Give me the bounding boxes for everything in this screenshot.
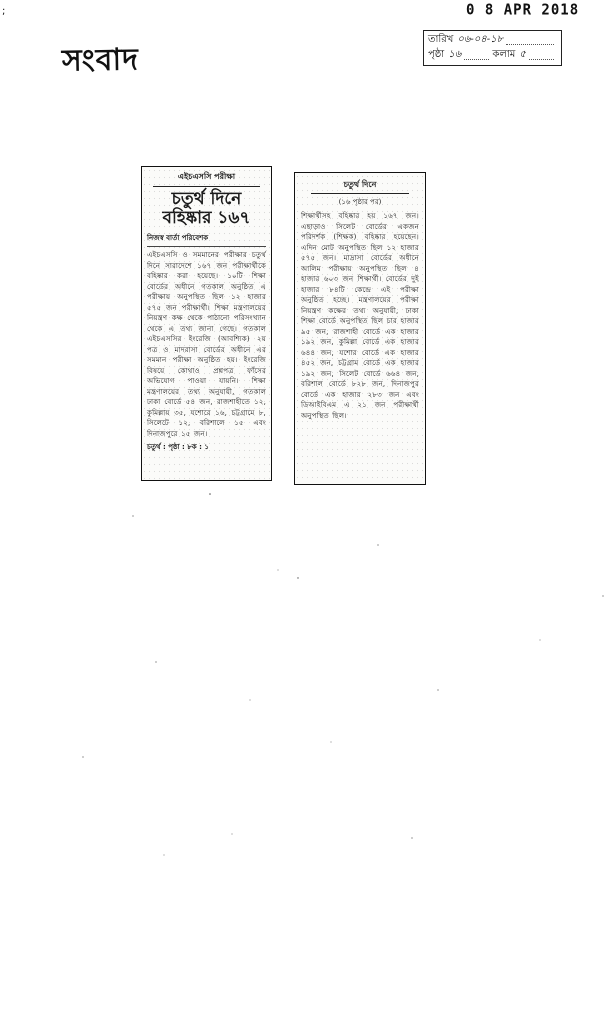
corner-mark: ;	[2, 6, 6, 17]
ref-dotted-line	[464, 51, 489, 60]
continuation-clipping	[294, 172, 426, 485]
newspaper-masthead: সংবাদ	[61, 42, 140, 79]
ref-column-value: ৫	[519, 49, 526, 60]
ref-column-label: কলাম	[492, 49, 516, 60]
continuation-body: শিক্ষার্থীসহ বহিষ্কার হয় ১৬৭ জন। এছাড়াও সিলেট বোর্ডের একজন পরিদর্শক (শিক্ষক) বহিষ্কার হয়েছেন। এদিন মোট অনুপস্থিত ছিল ১২ হাজার ৫৭৫ জন। মাদ্রাসা বোর্ডের অধীনে আলিম পরীক্ষায় অনুপস্থিত ছিল ৪ হাজার ৬০৩ জন শিক্ষার্থী। বোর্ডের দুই হাজার ৮৪টি কেন্দ্রে এই পরীক্ষা অনুষ্ঠিত হচ্ছে। মন্ত্রণালয়ের পরীক্ষা নিয়ন্ত্রণ কক্ষের তথ্য অনুযায়ী, ঢাকা শিক্ষা বোর্ডে অনুপস্থিত ছিল চার হাজার ৯৫ জন, রাজশাহী বোর্ডে এক হাজার ১৯২ জন, কুমিল্লা বোর্ডে এক হাজার ৬৪৪ জন, যশোর বোর্ডে এক হাজার ৪৫২ জন, চট্টগ্রাম বোর্ডে এক হাজার ১৯২ জন, সিলেট বোর্ডে ৬৬৪ জন, বরিশাল বোর্ডে ৮২৮ জন, দিনাজপুর বোর্ডে এক হাজার ২৮৩ জন এবং ডিআইবিএম এ ২১ জন পরীক্ষার্থী অনুপস্থিত ছিল।	[301, 212, 419, 420]
ref-date-value: ০৬-০৪-১৮	[457, 34, 504, 45]
article-continued-note: চতুর্থ : পৃষ্ঠা : ৮ক : ১	[147, 443, 209, 451]
continuation-note: (১৬ পৃষ্ঠার পর)	[338, 198, 382, 206]
ref-page-label: পৃষ্ঠা	[428, 49, 445, 60]
reference-box	[423, 30, 562, 66]
article-headline-line2: বহিষ্কার ১৬৭	[162, 208, 251, 228]
article-headline-line1: চতুর্থ দিনে	[171, 189, 242, 209]
ref-date-row	[428, 33, 557, 48]
ref-dotted-line	[506, 36, 554, 45]
date-stamp: 0 8 APR 2018	[466, 1, 580, 19]
ref-dotted-line	[529, 51, 554, 60]
ref-page-value: ১৬	[448, 49, 462, 60]
article-body: এইচএসসি ও সমমানের পরীক্ষার চতুর্থ দিনে সারাদেশে ১৬৭ জন পরীক্ষার্থীকে বহিষ্কার করা হয়েছে। ১০টি শিক্ষা বোর্ডের অধীনে গতকাল অনুষ্ঠিত এ পরীক্ষায় অনুপস্থিত ছিল ১২ হাজার ৫৭৫ জন পরীক্ষার্থী। শিক্ষা মন্ত্রণালয়ের নিয়ন্ত্রণ কক্ষ থেকে পাঠানো পরিসংখ্যান থেকে এ তথ্য জানা গেছে। গতকাল এইচএসসির ইংরেজি (আবশ্যিক) ২য় পত্র ও মাদরাসা বোর্ডের অধীনে এর সমমান পরীক্ষা অনুষ্ঠিত হয়। ইংরেজি বিষয়ে কোথাও প্রশ্নপত্র ফাঁসের অভিযোগ পাওয়া যায়নি। শিক্ষা মন্ত্রণালয়ের তথ্য অনুযায়ী, গতকাল ঢাকা বোর্ডে ৫৪ জন, রাজশাহীতে ১২, কুমিল্লায় ৩৫, যশোরে ১৬, চট্টগ্রামে ৮, সিলেটে ১২, বরিশালে ১৫ এবং দিনাজপুরে ১৫ জন।	[147, 251, 266, 438]
article-clipping	[141, 166, 272, 481]
ref-date-label: তারিখ	[428, 34, 454, 45]
ref-page-row	[428, 48, 557, 63]
article-byline: নিজস্ব বার্তা পরিবেশক	[147, 232, 266, 247]
continuation-header: চতুর্থ দিনে	[311, 179, 409, 194]
article-kicker: এইচএসসি পরীক্ষা	[153, 171, 260, 187]
